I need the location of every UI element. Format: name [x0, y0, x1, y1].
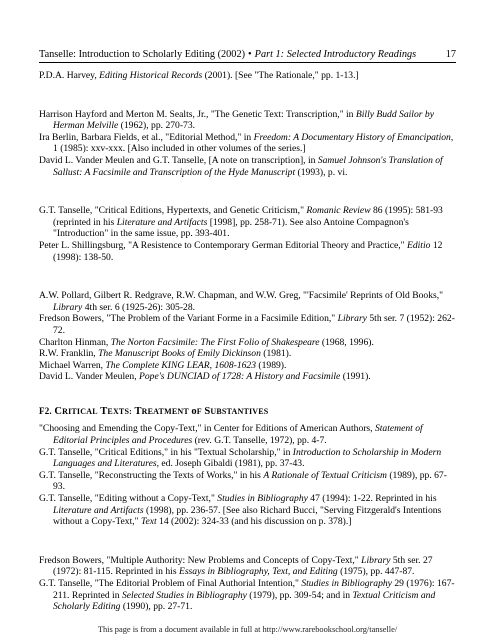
entry-text: 47 (1994): 1-22. Reprinted in his: [307, 493, 437, 505]
bibliography-entry: [39, 337, 456, 349]
entry-title-italic: The Norton Facsimile: The First Folio of Shakespeare: [110, 336, 320, 348]
bibliography-entry: [39, 348, 456, 360]
entry-text: (1979), pp. 309-54; and in: [246, 589, 353, 601]
entry-text: Charlton Hinman,: [39, 336, 111, 348]
entry-title-italic: Textual Criticism and Scholarly Editing: [53, 589, 436, 613]
entry-title-italic: Romanic Review: [306, 205, 371, 217]
bibliography-entry: [39, 240, 456, 263]
entry-title-italic: Literature and Artifacts: [116, 216, 208, 228]
entry-title-italic: Statement of Editorial Principles and Procedures: [53, 423, 423, 447]
entry-text: (1962), pp. 270-73.: [118, 120, 196, 132]
entry-text: (1989), pp. 67-93.: [53, 469, 447, 493]
entry-title-italic: Editio: [406, 239, 431, 251]
entry-text: (1991).: [340, 371, 371, 383]
entry-text: 4th ser. 6 (1925-26): 305-28.: [82, 301, 196, 313]
entry-text: 86 (1995): 581-93 (reprinted in his: [53, 205, 443, 228]
header-book-title: Tanselle: Introduction to Scholarly Editing (2002): [39, 49, 246, 60]
bibliography-entry: [39, 70, 456, 82]
entry-title-italic: Freedom: A Documentary History of Emancipation: [253, 131, 451, 143]
bibliography-group-6: [39, 555, 456, 613]
entry-text: (1975), pp. 447-87.: [337, 566, 415, 578]
bibliography-entry: [39, 578, 456, 613]
entry-text: "Choosing and Emending the Copy-Text," in Center for Editions of American Authors,: [39, 423, 375, 435]
bibliography-entry: [39, 109, 456, 132]
entry-text: Fredson Bowers, "Multiple Authority: New Problems and Concepts of Copy-Text,": [39, 554, 362, 566]
entry-text: 5th ser. 7 (1952): 262-72.: [53, 313, 455, 336]
entry-text: 5th ser. 27 (1972): 81-115. Reprinted in his: [53, 554, 433, 578]
bibliography-entry: [39, 470, 456, 493]
entry-text: Michael Warren,: [39, 359, 106, 371]
header-section-title: Part 1: Selected Introductory Readings: [254, 49, 417, 60]
bibliography-entry: [39, 423, 456, 446]
bibliography-entry: [39, 290, 456, 313]
entry-title-italic: Samuel Johnson's Translation of Sallust: A Facsimile and Transcription of the Hyde Manuscript: [53, 154, 443, 178]
bibliography-entry: [39, 313, 456, 336]
entry-text: G.T. Tanselle, "Editing without a Copy-Text,": [39, 493, 218, 505]
page-footer: This page is from a document available in full at http://www.rarebookschool.org/tanselle/: [97, 625, 398, 634]
entry-title-italic: Studies in Bibliography: [301, 578, 392, 589]
entry-text: G.T. Tanselle, "Reconstructing the Texts of Works," in his: [39, 469, 264, 481]
entry-title-italic: Library: [337, 313, 367, 325]
bibliography-entry: [39, 447, 456, 470]
page-number: 17: [445, 49, 456, 60]
entry-text: (1998), pp. 236-57. [See also Richard Bucci, "Serving Fitzgerald's Intentions without a Copy-Text,": [53, 504, 442, 528]
entry-text: , 1 (1985): xxv-xxx. [Also included in other volumes of the series.]: [53, 131, 454, 155]
entry-text: (2001). [See "The Rationale," pp. 1-13.]: [202, 70, 359, 81]
entry-text: [1998], pp. 258-71). See also Antoine Compagnon's "Introduction" in the same issue, pp. 393-401.: [53, 216, 409, 240]
entry-text: David L. Vander Meulen,: [39, 371, 139, 383]
entry-title-italic: Studies in Bibliography: [217, 493, 308, 505]
entry-text: Harrison Hayford and Merton M. Sealts, Jr., "The Genetic Text: Transcription," in: [39, 108, 356, 120]
bibliography-group-1: [39, 70, 456, 82]
entry-text: A.W. Pollard, Gilbert R. Redgrave, R.W. Chapman, and W.W. Greg, "'Facsimile' Reprints of Old Books,": [39, 290, 444, 302]
entry-title-italic: The Manuscript Books of Emily Dickinson: [98, 348, 261, 360]
entry-text: Peter L. Shillingsburg, "A Resistence to Contemporary German Editorial Theory and Practice,": [39, 239, 407, 251]
bibliography-entry: [39, 493, 456, 528]
entry-text: Fredson Bowers, "The Problem of the Variant Forme in a Facsimile Edition,": [39, 313, 338, 325]
entry-text: Ira Berlin, Barbara Fields, et al., "Editorial Method," in: [39, 131, 254, 143]
bibliography-group-4: [39, 290, 456, 383]
bibliography-content: [39, 70, 456, 613]
bibliography-entry: [39, 155, 456, 178]
entry-title-italic: Literature and Artifacts: [53, 504, 144, 516]
entry-text: , ed. Joseph Gibaldi (1981), pp. 37-43.: [156, 458, 305, 470]
entry-text: (1993), p. vi.: [295, 166, 348, 178]
bibliography-entry: [39, 555, 456, 578]
entry-text: G.T. Tanselle, "Critical Editions," in his "Textual Scholarship," in: [39, 446, 293, 458]
entry-text: 12 (1998): 138-50.: [53, 239, 443, 263]
entry-text: (1968, 1996).: [319, 336, 374, 348]
entry-text: R.W. Franklin,: [39, 348, 99, 360]
entry-title-italic: Library: [361, 554, 391, 566]
bibliography-entry: [39, 360, 456, 372]
entry-text: (rev. G.T. Tanselle, 1972), pp. 4-7.: [192, 435, 327, 447]
entry-text: 14 (2002): 324-33 (and his discussion on p. 378).]: [156, 516, 352, 528]
entry-title-italic: Pope's DUNCIAD of 1728: A History and Facsimile: [139, 371, 341, 383]
entry-text: G.T. Tanselle, "Critical Editions, Hypertexts, and Genetic Criticism,": [39, 205, 307, 217]
section-heading-f2: F2. CRITICAL TEXTS: TREATMENT oF SUBSTANTIVES: [39, 405, 269, 417]
entry-title-italic: Editing Historical Records: [99, 70, 203, 81]
entry-text: David L. Vander Meulen and G.T. Tanselle, [A note on transcription], in: [39, 154, 318, 166]
bibliography-entry: [39, 132, 456, 155]
entry-text: (1981).: [260, 348, 292, 360]
entry-text: (1990), pp. 27-71.: [120, 601, 193, 613]
entry-title-italic: Introduction to Scholarship in Modern Languages and Literatures: [53, 446, 442, 470]
entry-title-italic: Billy Budd Sailor by Herman Melville: [53, 108, 434, 132]
header-separator: •: [248, 49, 252, 60]
entry-title-italic: Text: [140, 516, 157, 528]
entry-title-italic: A Rationale of Textual Criticism: [263, 469, 387, 481]
bibliography-group-f2: [39, 423, 456, 527]
entry-text: G.T. Tanselle, "The Editorial Problem of Final Authorial Intention,": [39, 578, 302, 589]
entry-text: P.D.A. Harvey,: [39, 70, 100, 81]
entry-title-italic: Library: [53, 301, 83, 313]
bibliography-group-2: [39, 109, 456, 179]
entry-title-italic: Selected Studies in Bibliography: [121, 589, 247, 601]
entry-title-italic: Essays in Bibliography, Text, and Editing: [178, 566, 338, 578]
entry-text: (1989).: [256, 359, 287, 371]
running-header: [39, 49, 456, 63]
bibliography-group-3: [39, 205, 456, 263]
header-title-line: [39, 49, 416, 61]
entry-text: 29 (1976): 167-211. Reprinted in: [53, 578, 455, 601]
entry-title-italic: The Complete KING LEAR, 1608-1623: [105, 359, 257, 371]
bibliography-entry: [39, 371, 456, 383]
bibliography-entry: [39, 205, 456, 240]
